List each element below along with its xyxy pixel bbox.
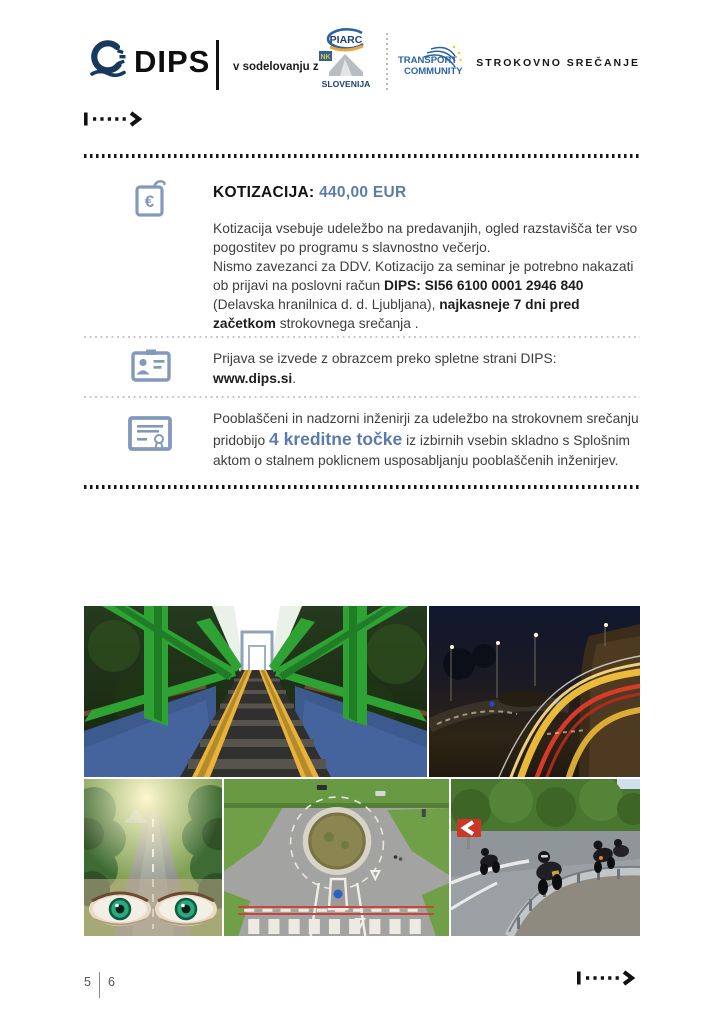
certificate-icon xyxy=(128,415,172,458)
page-numbers xyxy=(84,972,115,998)
payment-deadline: najkasneje 7 dni pred začetkom xyxy=(213,297,580,331)
fee-text: strokovnega srečanja . xyxy=(275,316,419,331)
bank-account-number: DIPS: SI56 6100 0001 2946 840 xyxy=(384,278,584,293)
page-current: 5 xyxy=(84,975,91,989)
fee-text: (Delavska hranilnica d. d. Ljubljana), xyxy=(213,297,440,312)
id-card-icon xyxy=(131,347,171,388)
transport-word1: TRANSPORT xyxy=(398,55,458,66)
registration-line: Prijava se izvede z obrazcem preko spletne strani DIPS: xyxy=(213,351,557,366)
piarc-country-text: SLOVENIJA xyxy=(321,79,371,89)
fee-paragraph-1: Kotizacija vsebuje udeležbo na predavanjih, ogled razstavišča ter vso pogostitev po programu s slavnostno večerjo. xyxy=(213,221,638,255)
railway-bridge-photo xyxy=(84,606,427,777)
euro-price-tag-icon xyxy=(133,178,169,225)
header-separator xyxy=(216,40,219,90)
forest-road-eyes-photo xyxy=(84,779,222,936)
roundabout-aerial-photo xyxy=(224,779,449,936)
dips-website-link[interactable]: www.dips.si xyxy=(213,370,293,386)
dotted-divider-light xyxy=(84,396,640,398)
transport-word2: COMMUNITY xyxy=(404,66,463,77)
fee-text: Nismo zavezanci za DDV. Kotizacijo za seminar je potrebno nakazati ob prijavi na poslovni račun xyxy=(213,259,634,293)
credits-text xyxy=(213,409,645,471)
photo-collage xyxy=(84,606,640,936)
fee-amount: 440,00 EUR xyxy=(319,184,407,201)
piarc-slovenia-logo xyxy=(317,28,373,95)
dotted-arrow-icon xyxy=(84,111,148,132)
dotted-divider xyxy=(84,485,640,489)
logo-dotted-separator xyxy=(386,33,388,90)
motorcycles-curve-photo xyxy=(451,779,640,936)
fee-heading xyxy=(213,184,407,202)
dips-logo-icon xyxy=(88,38,126,87)
registration-period: . xyxy=(292,370,297,386)
credits-pre: Pooblaščeni in nadzorni inženirji za udeležbo na strokovnem srečanju pridobijo xyxy=(213,411,639,448)
euro-glyph: € xyxy=(144,192,155,211)
event-title: STROKOVNO SREČANJE xyxy=(476,57,640,69)
piarc-logo-text: PIARC xyxy=(329,34,363,46)
page-total: 6 xyxy=(107,975,115,989)
fee-label: KOTIZACIJA: xyxy=(213,184,315,201)
dotted-divider xyxy=(84,154,640,158)
registration-text xyxy=(213,349,633,388)
fee-paragraph-2 xyxy=(213,257,639,333)
piarc-nk-text: NK xyxy=(320,54,331,61)
credits-post: iz izbirnih vsebin skladno s Splošnim aktom o stalnem poklicnem usposabljanju pooblaščenih inženirjev. xyxy=(213,433,630,468)
credit-points-highlight: 4 kreditne točke xyxy=(269,429,403,449)
page-separator xyxy=(99,972,100,998)
dotted-divider-light xyxy=(84,336,640,338)
dips-wordmark: DIPS xyxy=(134,44,211,79)
collaboration-label: v sodelovanju z xyxy=(233,61,319,73)
dotted-arrow-icon xyxy=(577,970,641,991)
night-roundabout-photo xyxy=(429,606,640,777)
